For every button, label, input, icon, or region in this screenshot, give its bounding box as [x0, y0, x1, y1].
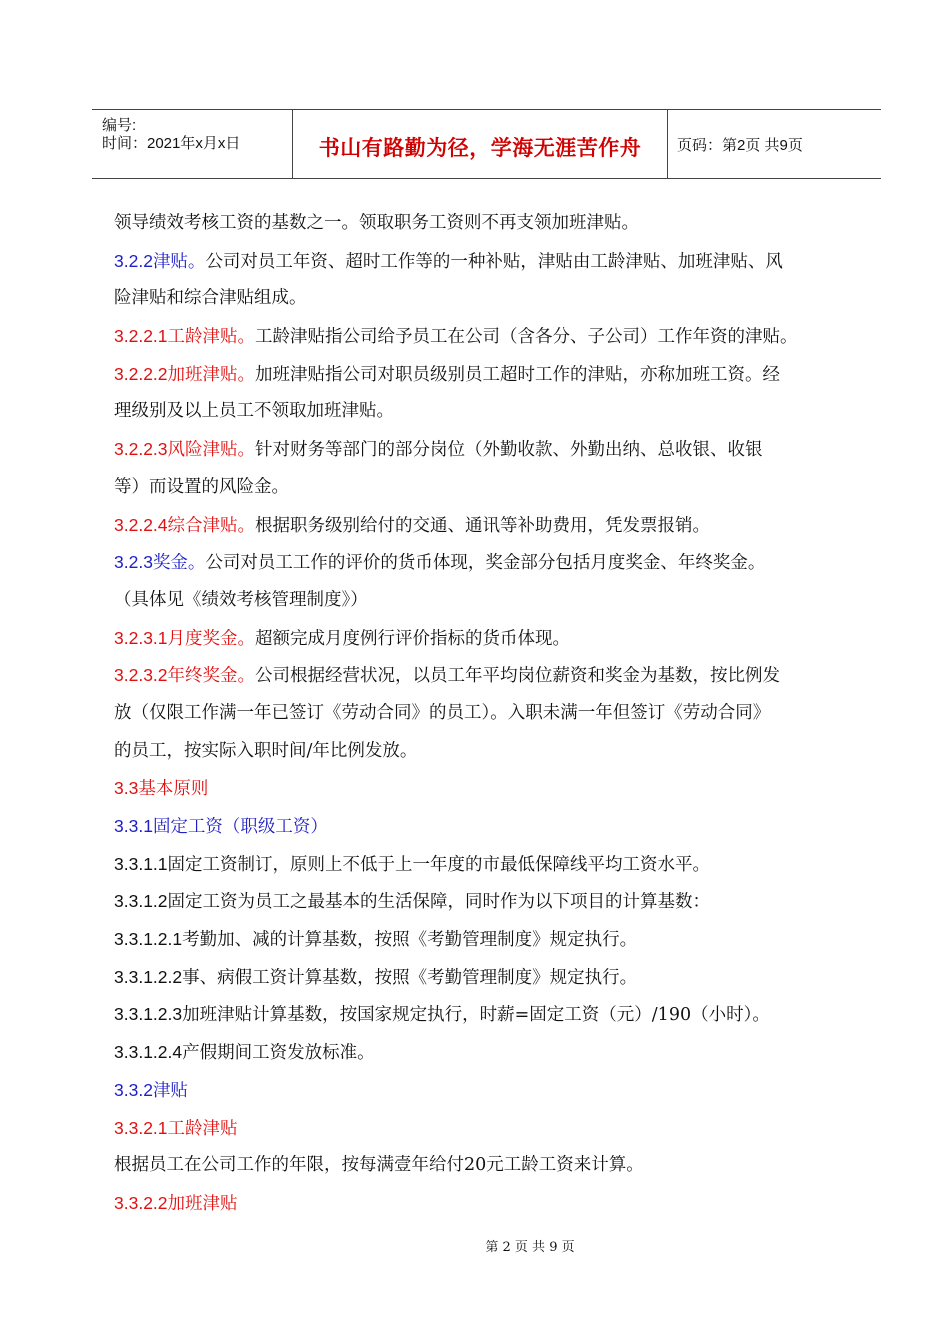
- header-motto-cell: [292, 110, 668, 178]
- section-number: 3.3.1.2.1: [114, 929, 183, 950]
- line-text: 考勤加、减的计算基数，按照《考勤管理制度》规定执行。: [182, 930, 638, 951]
- text-line: [114, 1072, 864, 1110]
- text-line: [114, 996, 864, 1034]
- section-number: 3.3.1.2.3: [114, 1004, 183, 1025]
- section-title: 加班津贴: [167, 1193, 238, 1214]
- section-title: 津贴。: [152, 251, 206, 272]
- text-line: [114, 318, 864, 356]
- line-text: 超额完成月度例行评价指标的货币体现。: [255, 628, 571, 649]
- text-line: [114, 544, 864, 582]
- section-number: 3.2.2.1: [114, 326, 168, 347]
- section-number: 3.3.2.1: [114, 1117, 168, 1138]
- text-line: [114, 770, 864, 808]
- document-body: [114, 205, 864, 1223]
- text-line: [114, 1185, 864, 1223]
- section-title: 综合津贴。: [167, 515, 256, 536]
- line-text: 公司对员工工作的评价的货币体现，奖金部分包括月度奖金、年终奖金。: [205, 553, 766, 574]
- text-line: [114, 1034, 864, 1072]
- text-line: [114, 695, 864, 733]
- line-text: 领导绩效考核工资的基数之一。领取职务工资则不再支领加班津贴。: [114, 213, 639, 233]
- section-number: 3.3.2: [114, 1079, 153, 1100]
- section-number: 3.2.2.3: [114, 439, 168, 460]
- section-number: 3.3.1.2.4: [114, 1042, 183, 1063]
- section-number: 3.3: [114, 778, 139, 799]
- line-text: 公司根据经营状况，以员工年平均岗位薪资和奖金为基数，按比例发: [255, 666, 781, 687]
- section-title: 津贴: [152, 1080, 188, 1101]
- header-motto: 书山有路勤为径，学海无涯苦作舟: [318, 136, 642, 160]
- line-text: 加班津贴指公司对职员级别员工超时工作的津贴，亦称加班工资。经: [255, 364, 781, 385]
- text-line: [114, 657, 864, 695]
- section-number: 3.3.2.2: [114, 1192, 168, 1213]
- text-line: [114, 431, 864, 469]
- line-text: 事、病假工资计算基数，按照《考勤管理制度》规定执行。: [182, 967, 638, 988]
- line-text: 固定工资为员工之最基本的生活保障，同时作为以下项目的计算基数：: [167, 892, 711, 913]
- section-number: 3.2.2.4: [114, 514, 168, 535]
- text-line: [114, 280, 864, 318]
- section-number: 3.2.3.1: [114, 627, 168, 648]
- page-footer: 第 2 页 共 9 页: [485, 1240, 575, 1255]
- text-line: [114, 620, 864, 658]
- text-line: [114, 921, 864, 959]
- section-title: 基本原则: [138, 779, 209, 800]
- line-text: 等）而设置的风险金。: [114, 476, 289, 497]
- document-time-label: 时间：2021年x月x日: [102, 135, 241, 152]
- text-line: [114, 808, 864, 846]
- line-text: 产假期间工资发放标准。: [182, 1043, 375, 1064]
- section-title: 工龄津贴。: [167, 327, 256, 348]
- text-line: [114, 356, 864, 394]
- line-text: 公司对员工年资、超时工作等的一种补贴，津贴由工龄津贴、加班津贴、风: [205, 251, 783, 272]
- section-number: 3.3.1.2: [114, 891, 168, 912]
- line-text: 险津贴和综合津贴组成。: [114, 288, 307, 309]
- text-line: [114, 507, 864, 545]
- page-header: [92, 109, 881, 179]
- section-title: 工龄津贴: [167, 1118, 238, 1139]
- section-number: 3.3.1: [114, 816, 153, 836]
- line-text: 放（仅限工作满一年已签订《劳动合同》的员工）。入职未满一年但签订《劳动合同》: [114, 702, 771, 723]
- text-line: [114, 1147, 864, 1185]
- text-line: [114, 1110, 864, 1148]
- line-text: 根据职务级别给付的交通、通讯等补助费用，凭发票报销。: [255, 515, 711, 536]
- line-text: 针对财务等部门的部分岗位（外勤收款、外勤出纳、总收银、收银: [255, 440, 763, 461]
- section-number: 3.2.3: [114, 552, 153, 573]
- text-line: [114, 393, 864, 431]
- text-line: [114, 243, 864, 281]
- document-number-label: 编号:: [102, 117, 137, 134]
- text-line: [114, 582, 864, 620]
- line-text: （具体见《绩效考核管理制度》）: [114, 589, 368, 610]
- section-title: 奖金。: [152, 553, 206, 574]
- section-title: 月度奖金。: [167, 628, 256, 649]
- section-title: 年终奖金。: [167, 666, 256, 687]
- header-page-info: 页码：第2页 共9页: [677, 137, 803, 154]
- text-line: [114, 733, 864, 771]
- line-text: 工龄津贴指公司给予员工在公司（含各分、子公司）工作年资的津贴。: [255, 327, 798, 348]
- section-number: 3.2.2.2: [114, 363, 168, 384]
- line-text: 的员工，按实际入职时间/年比例发放。: [114, 740, 418, 761]
- section-number: 3.3.1.2.2: [114, 966, 183, 987]
- line-text: 根据员工在公司工作的年限，按每满壹年给付20元工龄工资来计算。: [114, 1155, 644, 1176]
- text-line: [114, 469, 864, 507]
- section-number: 3.3.1.1: [114, 853, 168, 874]
- line-text: 加班津贴计算基数，按国家规定执行，时薪=固定工资（元）/190（小时）。: [182, 1005, 770, 1026]
- section-number: 3.2.2: [114, 250, 153, 271]
- section-title: 加班津贴。: [167, 364, 256, 385]
- text-line: [114, 883, 864, 921]
- line-text: 固定工资制订，原则上不低于上一年度的市最低保障线平均工资水平。: [167, 854, 711, 875]
- text-line: [114, 959, 864, 997]
- header-page-cell: [667, 110, 881, 178]
- section-title: 固定工资（职级工资）: [152, 817, 328, 837]
- section-number: 3.2.3.2: [114, 665, 168, 686]
- section-title: 风险津贴。: [167, 440, 256, 461]
- line-text: 理级别及以上员工不领取加班津贴。: [114, 401, 394, 422]
- text-line: [114, 205, 864, 243]
- header-left-cell: [92, 110, 292, 178]
- text-line: [114, 846, 864, 884]
